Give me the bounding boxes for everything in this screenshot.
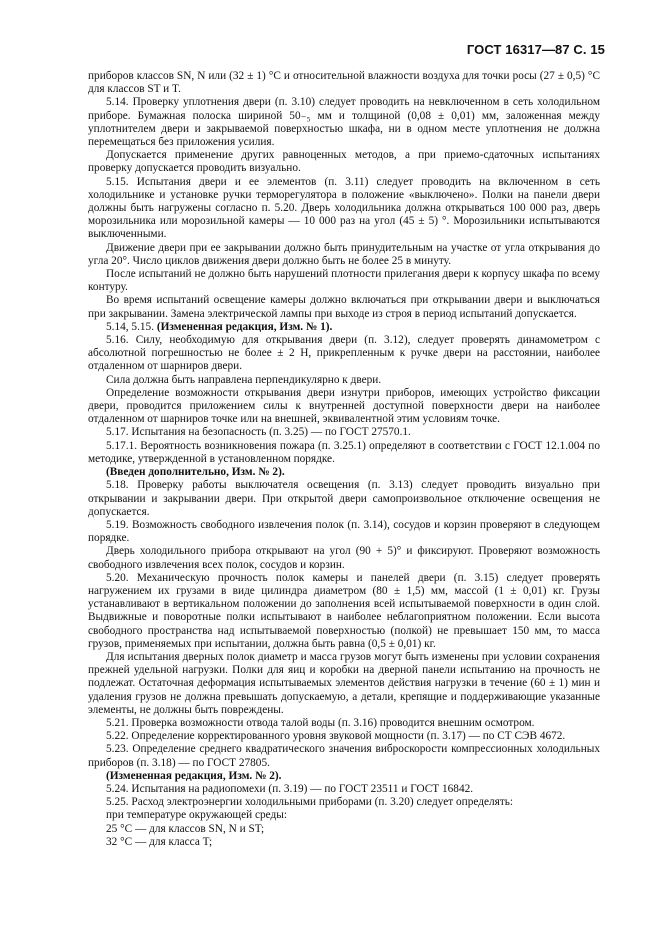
paragraph-5-21: 5.21. Проверка возможности отвода талой воды (п. 3.16) проводится внешним осмотром. [106, 716, 535, 729]
amendment-note: (Измененная редакция, Изм. № 1). [156, 320, 333, 333]
paragraph-5-25: 5.25. Расход электроэнергии холодильными приборами (п. 3.20) следует определять: [106, 796, 514, 809]
paragraph-5-20-door-shelves: Для испытания дверных полок диаметр и масса грузов могут быть изменены при условии сохранения прежней удельной нагрузки. Полки для яиц и коробки на дверной панели испытанию на прочность не подлежат. Остаточная деформация испытываемых элементов действия нагрузки в течение (60 ± 1) мин и удаления грузов не должна превышать допускаемую, а детали, крепящие и поддерживающие указанные элементы, не должны быть повреждены. [88, 650, 600, 716]
paragraph-5-18: 5.18. Проверку работы выключателя освещения (п. 3.13) следует проводить визуально при открывании и закрывании двери. При открытой двери самопроизвольное отключение освещения не допускается. [88, 479, 600, 518]
amendment-ref: 5.14, 5.15. [106, 320, 157, 333]
paragraph-5-19: 5.19. Возможность свободного извлечения полок (п. 3.14), сосудов и корзин проверяют в следующем порядке. [88, 518, 600, 545]
document-body [88, 70, 600, 849]
paragraph-amendment-2-changed [88, 770, 600, 783]
paragraph-5-25-ambient: при температуре окружающей среды: [106, 809, 287, 822]
paragraph-5-24: 5.24. Испытания на радиопомехи (п. 3.19) — по ГОСТ 23511 и ГОСТ 16842. [106, 782, 474, 795]
paragraph-5-17: 5.17. Испытания на безопасность (п. 3.25) — по ГОСТ 27570.1. [106, 426, 411, 439]
paragraph-5-14: 5.14. Проверку уплотнения двери (п. 3.10) следует проводить на невключенном в сеть холодильном приборе. Бумажная полоска шириной 50₋₅ мм и толщиной (0,08 ± 0,01) мм, заложенная между уплотнителем двери и закрываемой поверхностью шкафа, ни в одном месте уплотнения не должна перемещаться без приложения усилия. [88, 96, 600, 149]
paragraph-5-17-1: 5.17.1. Вероятность возникновения пожара (п. 3.25.1) определяют в соответствии с ГОСТ 12.1.004 по методике, утвержденной в установленном порядке. [88, 439, 600, 465]
paragraph-amendment-2-added [88, 466, 600, 479]
paragraph-5-14-note: Допускается применение других равноценных методов, а при приемо-сдаточных испытаниях проверку допускается проводить визуально. [88, 149, 600, 175]
amendment-note: (Измененная редакция, Изм. № 2). [106, 769, 282, 782]
paragraph-5-15-door-movement: Движение двери при ее закрывании должно быть принудительным на участке от угла открывания до угла 20°. Число циклов движения двери должно быть не более 25 в минуту. [88, 241, 600, 267]
paragraph-5-16: 5.16. Силу, необходимую для открывания двери (п. 3.12), следует проверять динамометром с абсолютной погрешностью не более ± 2 Н, прикрепленным к ручке двери на расстоянии, наиболее отдаленном от шарниров двери. [88, 334, 600, 373]
paragraph-5-19-procedure: Дверь холодильного прибора открывают на угол (90 + 5)° и фиксируют. Проверяют возможность свободного извлечения всех полок, сосудов и корзин. [88, 545, 600, 571]
paragraph-5-20: 5.20. Механическую прочность полок камеры и панелей двери (п. 3.15) следует проверять нагружением их грузами в виде цилиндра диаметром (80 ± 1,5) мм, массой (1 ± 0,01) кг. Грузы устанавливают в вертикальном положении до заполнения всей испытываемой поверхности в один слой. Выдвижные и поворотные полки испытывают в наиболее неблагоприятном положении. Если высота свободного пространства над испытываемой поверхностью (полкой) не превышает 150 мм, то масса грузов, применяемых при испытании, должна быть равна (0,5 ± 0,01) кг. [88, 571, 600, 650]
paragraph-5-15-lighting: Во время испытаний освещение камеры должно включаться при открывании двери и выключаться при закрывании. Замена электрической лампы при выходе из строя в период испытаний допускается. [88, 294, 600, 320]
paragraph-5-23: 5.23. Определение среднего квадратического значения виброскорости компрессионных холодильных приборов (п. 3.18) — по ГОСТ 27805. [88, 743, 600, 769]
paragraph-5-25-class-25: 25 °С — для классов SN, N и ST; [106, 822, 265, 835]
paragraph-5-16-direction: Сила должна быть направлена перпендикулярно к двери. [106, 373, 382, 386]
paragraph-5-22: 5.22. Определение корректированного уровня звуковой мощности (п. 3.17) — по СТ СЭВ 4672. [106, 730, 566, 743]
paragraph-5-16-inside-opening: Определение возможности открывания двери изнутри приборов, имеющих устройство фиксации двери, проводится приложением силы к внутренней доступной поверхности двери на наиболее отдаленном от шарниров точке или на внешней, эквивалентной этим условиям точке. [88, 386, 600, 426]
amendment-note: (Введен дополнительно, Изм. № 2). [106, 466, 285, 479]
paragraph-amendment-1 [88, 321, 600, 334]
paragraph-continuation: приборов классов SN, N или (32 ± 1) °С и относительной влажности воздуха для точки росы (27 ± 0,5) °С для классов ST и T. [88, 70, 600, 96]
paragraph-5-15: 5.15. Испытания двери и ее элементов (п. 3.11) следует проводить на включенном в сеть холодильнике и установке ручки терморегулятора в положение «выключено». Полки на панели двери должны быть нагружены согласно п. 5.20. Дверь холодильника должна открываться 100 000 раз, дверь морозильника или морозильной камеры — 10 000 раз на угол (45 ± 5) °. Морозильники испытываются выключенными. [88, 175, 600, 241]
page-header: ГОСТ 16317—87 С. 15 [466, 42, 605, 57]
paragraph-5-25-class-32: 32 °С — для класса T; [106, 835, 213, 848]
paragraph-5-15-after-test: После испытаний не должно быть нарушений плотности прилегания двери к корпусу шкафа по всему контуру. [88, 268, 600, 294]
